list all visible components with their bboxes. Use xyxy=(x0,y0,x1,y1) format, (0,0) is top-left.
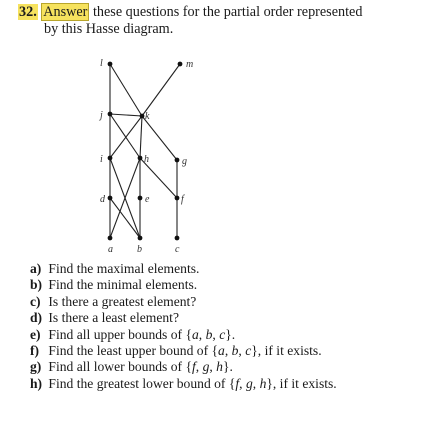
question-text: Find all upper bounds of { xyxy=(48,326,192,342)
question-item xyxy=(30,310,420,326)
node-h xyxy=(138,156,143,161)
node-label-b: b xyxy=(137,244,142,255)
node-b xyxy=(138,236,143,241)
question-text: Find the maximal elements. xyxy=(48,261,200,276)
question-text: , xyxy=(212,326,220,342)
question-text: Find all lower bounds of { xyxy=(48,359,192,375)
node-j xyxy=(108,112,113,117)
node-label-i: i xyxy=(100,154,103,165)
problem-text-line2: by this Hasse diagram. xyxy=(44,21,174,37)
question-text: Is there a least element? xyxy=(48,310,179,326)
question-label: e) xyxy=(30,326,41,342)
edge-k-l xyxy=(110,64,142,116)
node-label-m: m xyxy=(186,59,194,70)
question-text: }. xyxy=(222,359,233,375)
question-text: , xyxy=(198,326,206,342)
node-label-e: e xyxy=(145,194,150,205)
question-text: , xyxy=(239,375,246,391)
question-text: Find the least upper bound of { xyxy=(48,343,219,359)
math-variable: c xyxy=(245,343,252,359)
node-d xyxy=(108,196,113,201)
question-label: b) xyxy=(30,277,43,293)
problem-number: 32. xyxy=(19,4,37,20)
node-i xyxy=(108,156,113,161)
question-label: h) xyxy=(30,375,43,391)
node-a xyxy=(108,236,113,241)
math-variable: c xyxy=(219,326,226,342)
math-variable: a xyxy=(218,343,225,359)
question-label: g) xyxy=(30,359,42,375)
math-variable: g xyxy=(202,359,210,375)
node-e xyxy=(138,196,143,201)
node-label-d: d xyxy=(100,194,105,205)
node-k xyxy=(140,114,145,119)
question-item xyxy=(30,343,420,359)
edge-b-d xyxy=(110,198,140,238)
edge-i-k xyxy=(110,116,142,158)
question-item xyxy=(30,261,420,277)
question-item xyxy=(30,376,420,392)
question-label: a) xyxy=(30,261,42,276)
math-variable: b xyxy=(205,326,213,342)
math-variable: g xyxy=(245,375,253,391)
node-c xyxy=(175,236,180,241)
problem-text-line1: these questions for the partial order represented xyxy=(89,4,363,20)
math-variable: f xyxy=(192,359,196,375)
node-l xyxy=(108,62,113,67)
math-variable: a xyxy=(192,326,199,342)
question-item xyxy=(30,277,420,293)
question-text: , xyxy=(224,343,232,359)
edge-j-k xyxy=(110,114,142,116)
math-variable: h xyxy=(259,375,267,391)
question-list xyxy=(30,261,420,392)
node-label-a: a xyxy=(108,244,113,255)
question-text: , xyxy=(195,359,203,375)
edge-k-m xyxy=(142,64,180,116)
question-label: f) xyxy=(30,343,40,359)
question-item xyxy=(30,294,420,310)
node-label-c: c xyxy=(175,244,180,255)
question-text: , xyxy=(209,359,217,375)
node-g xyxy=(175,158,180,163)
node-label-h: h xyxy=(144,154,149,165)
node-label-j: j xyxy=(100,110,103,121)
node-label-l: l xyxy=(100,58,103,69)
question-text: }, if it exists. xyxy=(266,375,337,391)
question-text: }, if it exists. xyxy=(251,343,322,359)
question-text: Find the minimal elements. xyxy=(48,277,198,293)
question-text: , xyxy=(252,375,260,391)
question-text: Is there a greatest element? xyxy=(48,293,197,309)
math-variable: b xyxy=(231,343,239,359)
node-label-f: f xyxy=(181,194,184,205)
node-label-k: k xyxy=(145,111,150,122)
question-text: , xyxy=(238,343,246,359)
highlighted-word: Answer xyxy=(43,4,88,20)
question-label: d) xyxy=(30,310,43,326)
node-m xyxy=(178,62,183,67)
node-f xyxy=(175,196,180,201)
diagram-labels xyxy=(98,58,193,255)
node-label-g: g xyxy=(182,156,187,167)
question-text: Find the greatest lower bound of { xyxy=(48,375,236,391)
math-variable: h xyxy=(216,359,223,375)
question-label: c) xyxy=(30,293,41,309)
question-item xyxy=(30,359,420,375)
diagram-edges xyxy=(110,64,180,238)
math-variable: f xyxy=(235,375,240,391)
question-text: }. xyxy=(225,326,236,342)
question-item xyxy=(30,327,420,343)
edge-h-k xyxy=(140,116,142,158)
